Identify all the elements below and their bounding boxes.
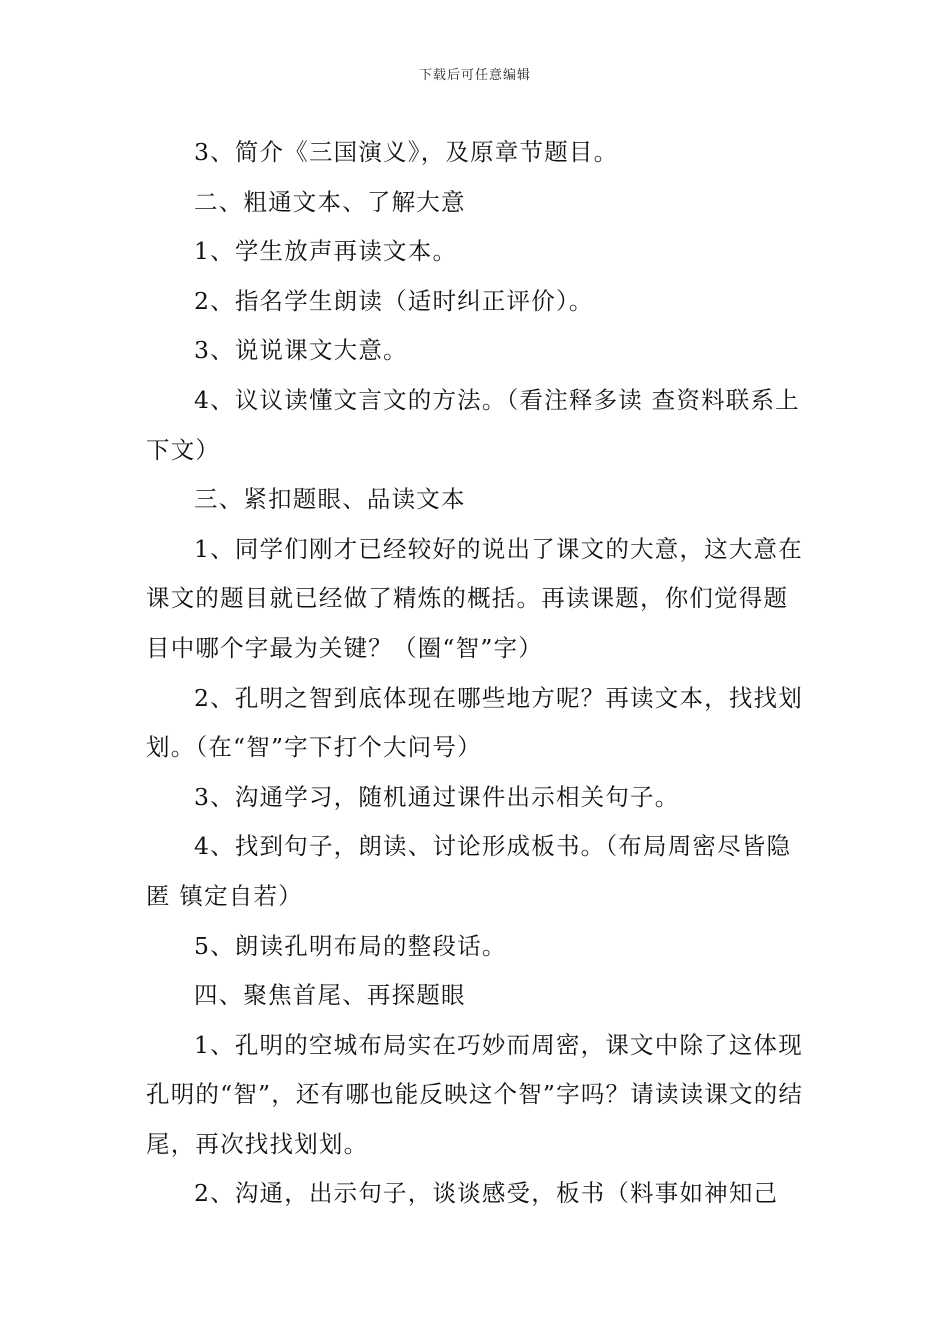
- paragraph: 2、孔明之智到底体现在哪些地方呢？再读文本，找找划划。（在“智”字下打个大问号）: [146, 683, 803, 762]
- paragraph: 2、沟通，出示句子，谈谈感受，板书（料事如神知己: [194, 1179, 779, 1208]
- paragraph: 5、朗读孔明布局的整段话。: [194, 931, 507, 960]
- paragraph: 3、简介《三国演义》，及原章节题目。: [194, 138, 619, 166]
- paragraph: 4、找到句子，朗读、讨论形成板书。（布局周密尽皆隐匿 镇定自若）: [146, 832, 792, 910]
- paragraph: 4、议议读懂文言文的方法。（看注释多读 查资料联系上下文）: [146, 385, 800, 464]
- section-heading: 二、粗通文本、了解大意: [194, 187, 466, 216]
- paragraph: 2、指名学生朗读（适时纠正评价）。: [194, 286, 594, 315]
- section-heading: 四、聚焦首尾、再探题眼: [194, 981, 466, 1010]
- section-heading: 三、紧扣题眼、品读文本: [194, 485, 466, 514]
- paragraph: 1、学生放声再读文本。: [194, 237, 458, 266]
- document-body: [146, 128, 806, 1219]
- paragraph: 1、孔明的空城布局实在巧妙而周密，课文中除了这体现孔明的“智”，还有哪也能反映这个智”字吗？请读读课文的结尾，再次找找划划。: [146, 1030, 804, 1158]
- paragraph: 3、说说课文大意。: [194, 336, 408, 365]
- paragraph: 3、沟通学习，随机通过课件出示相关句子。: [194, 782, 680, 811]
- page-header: 下载后可任意编辑: [418, 68, 531, 83]
- paragraph: 1、同学们刚才已经较好的说出了课文的大意，这大意在课文的题目就已经做了精炼的概括。再读课题，你们觉得题目中哪个字最为关键？（圈“智”字）: [146, 534, 803, 662]
